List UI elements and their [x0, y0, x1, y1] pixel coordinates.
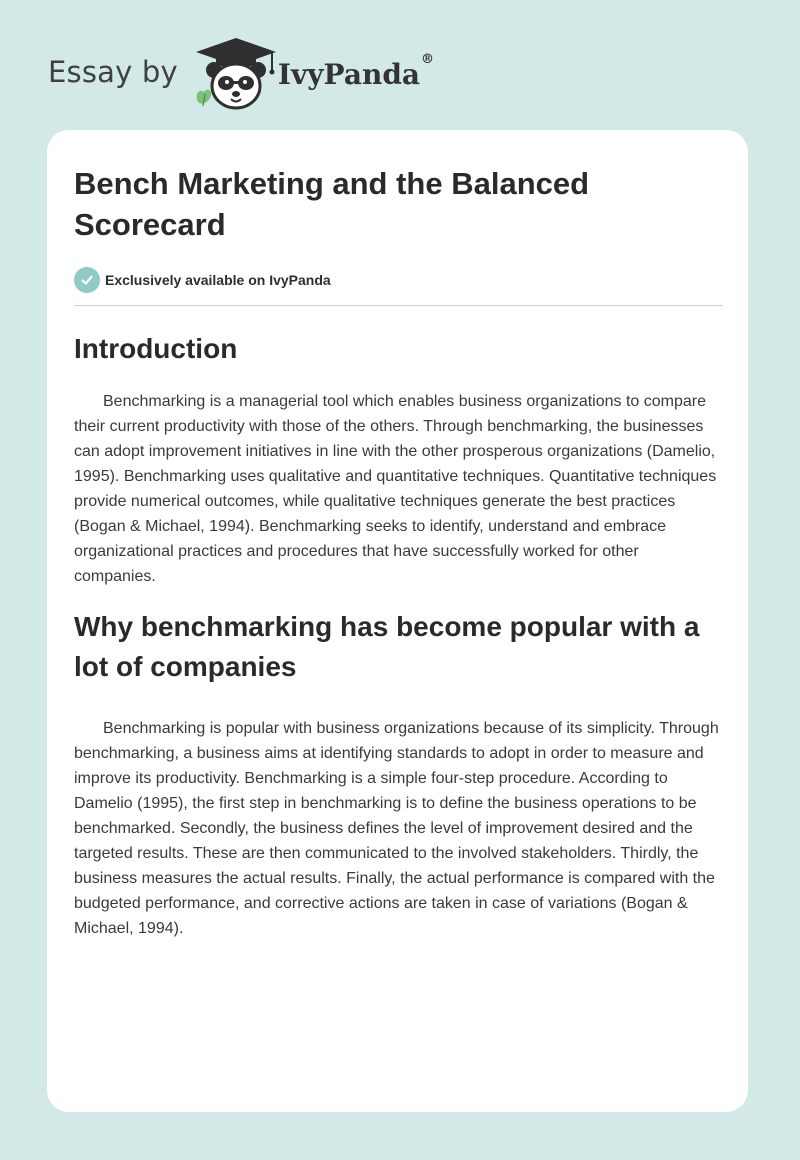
section-heading: Introduction [74, 333, 238, 364]
essay-by-label: Essay by [48, 55, 178, 89]
essay-title: Bench Marketing and the Balanced Scorecard [74, 166, 590, 242]
registered-mark: ® [421, 51, 435, 67]
section-body: Benchmarking is a managerial tool which enables business organizations to compare their current productivity with those of the others. Through benchmarking, the businesses can adopt improvement initiatives in line with the other prosperous organizations (Damelio, 1995). Benchmarking uses qualitative and quantitative techniques. Quantitative techniques provide numerical outcomes, while qualitative techniques generate the best practices (Bogan & Michael, 1994). Benchmarking seeks to identify, understand and embrace organizational practices and procedures that have successfully worked for other companies. [74, 393, 717, 585]
essay-card [47, 130, 748, 1112]
exclusive-badge [74, 266, 723, 294]
site-header [48, 36, 434, 110]
section-introduction [74, 329, 723, 589]
title-divider [74, 305, 723, 306]
check-icon [74, 267, 100, 293]
section-heading: Why benchmarking has become popular with a lot of companies [74, 611, 700, 682]
brand-name: IvyPanda® [277, 51, 435, 91]
section-body: Benchmarking is popular with business organizations because of its simplicity. Through benchmarking, a business aims at identifying standards to adopt in order to measure and improve its productivity. Benchmarking is a simple four-step procedure. According to Damelio (1995), the first step in benchmarking is to define the business operations to be benchmarked. Secondly, the business defines the level of improvement desired and the targeted results. These are then communicated to the involved stakeholders. Thirdly, the business measures the actual results. Finally, the actual performance is compared with the budgeted performance, and corrective actions are taken in case of variations (Bogan & Michael, 1994). [74, 720, 719, 937]
essay-content [74, 130, 723, 941]
section-why-benchmarking [74, 607, 723, 941]
exclusive-badge-label: Exclusively available on IvyPanda [105, 272, 331, 288]
panda-graduate-logo-icon[interactable] [192, 36, 280, 110]
